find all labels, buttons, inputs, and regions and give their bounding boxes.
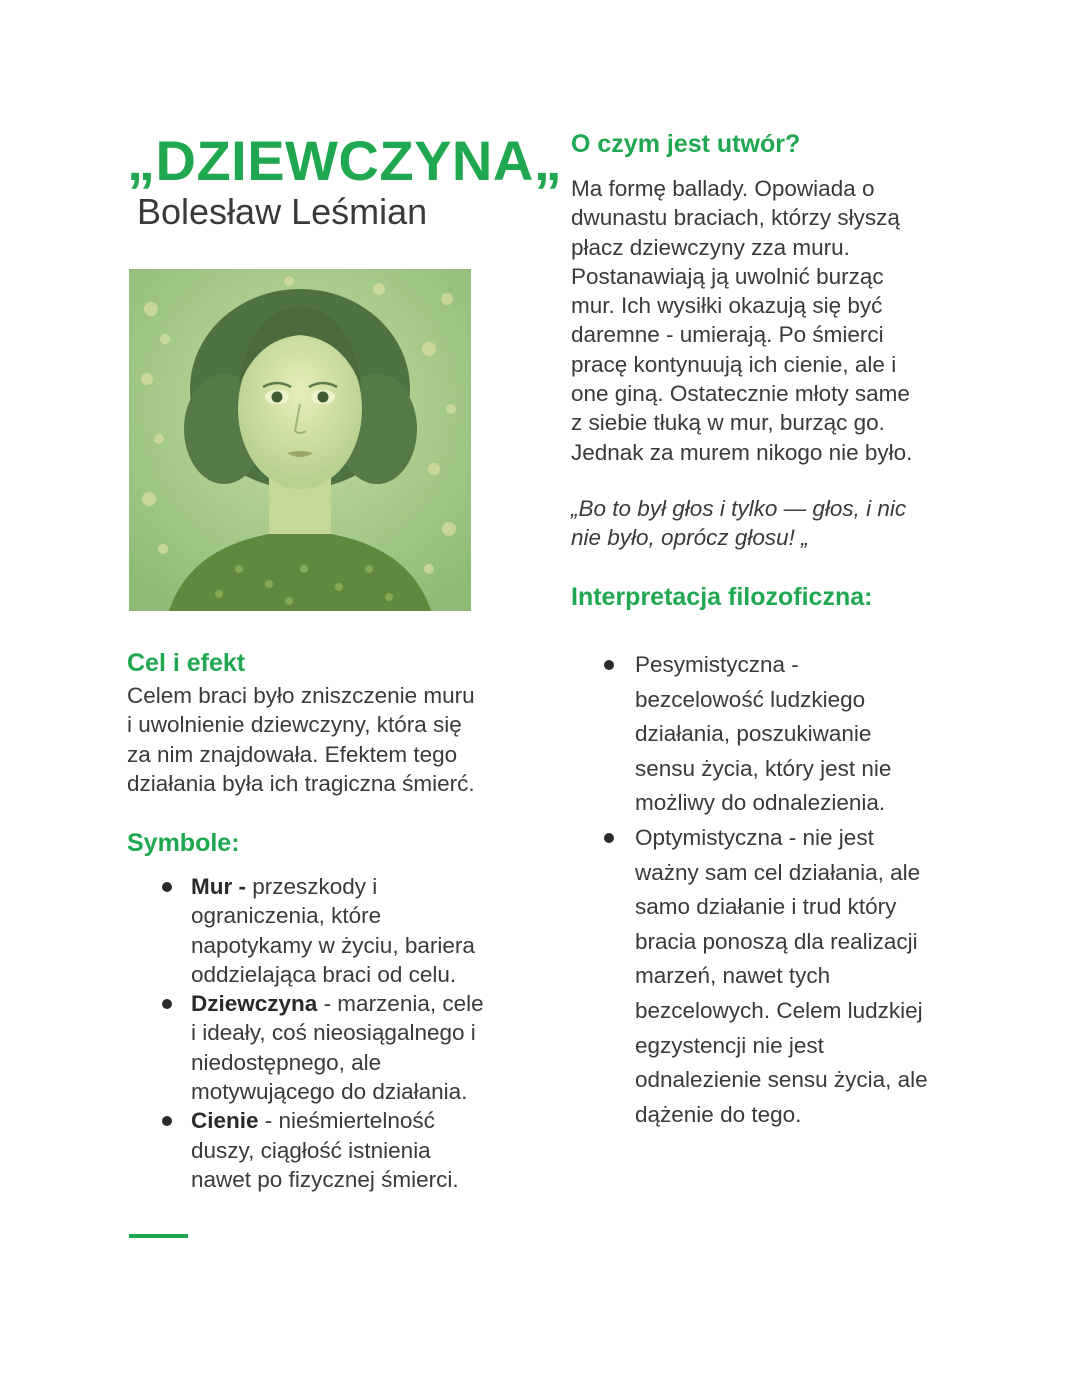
text-line: dążenie do tego. bbox=[635, 1101, 802, 1127]
goal-paragraph bbox=[127, 681, 547, 798]
quote-line: „Bo to był głos i tylko — głos, i nic bbox=[571, 496, 907, 521]
symbols-list bbox=[191, 872, 551, 1194]
list-item bbox=[635, 821, 1035, 1132]
bullet-icon bbox=[162, 1116, 172, 1126]
text-line: daremne - umierają. Po śmierci bbox=[571, 322, 884, 348]
list-item bbox=[191, 989, 551, 1106]
text-line: z siebie tłuką w mur, burząc go. bbox=[571, 410, 885, 436]
symbol-term: Cienie bbox=[191, 1108, 259, 1134]
portrait-image bbox=[129, 269, 471, 611]
bullet-icon bbox=[604, 660, 614, 670]
text-line: działania, poszukiwanie bbox=[635, 721, 872, 747]
text-line: Ma formę ballady. Opowiada o bbox=[571, 176, 875, 201]
author-name: Bolesław Leśmian bbox=[137, 191, 428, 232]
text-line: Celem braci było zniszczenie muru bbox=[127, 683, 475, 708]
bullet-icon bbox=[604, 833, 614, 843]
symbol-term: Mur - bbox=[191, 874, 246, 899]
goal-heading: Cel i efekt bbox=[127, 649, 246, 677]
text-line: bracia ponoszą dla realizacji bbox=[635, 928, 918, 954]
page-title: „DZIEWCZYNA„ bbox=[127, 129, 563, 192]
text-line: bezcelowość ludzkiego bbox=[635, 686, 866, 712]
list-item bbox=[191, 1106, 551, 1194]
text-line: ograniczenia, które bbox=[191, 903, 382, 929]
poem-quote bbox=[571, 494, 991, 553]
about-heading: O czym jest utwór? bbox=[571, 130, 801, 158]
text-line: ważny sam cel działania, ale bbox=[635, 859, 921, 885]
text-line: Jednak za murem nikogo nie było. bbox=[571, 439, 913, 465]
text-line: napotykamy w życiu, bariera bbox=[191, 932, 475, 958]
symbol-desc: - marzenia, cele bbox=[317, 991, 484, 1017]
symbol-desc: przeszkody i bbox=[246, 874, 378, 899]
text-line: motywującego do działania. bbox=[191, 1079, 468, 1105]
text-line: Pesymistyczna - bbox=[635, 652, 799, 677]
text-line: dwunastu braciach, którzy słyszą bbox=[571, 205, 900, 231]
text-line: duszy, ciągłość istnienia bbox=[191, 1137, 431, 1163]
text-line: Postanawiają ją uwolnić burząc bbox=[571, 263, 884, 289]
text-line: działania była ich tragiczna śmierć. bbox=[127, 770, 475, 796]
about-paragraph bbox=[571, 174, 991, 467]
text-line: pracę kontynuują ich cienie, ale i bbox=[571, 351, 897, 377]
text-line: bezcelowych. Celem ludzkiej bbox=[635, 997, 923, 1023]
symbols-heading: Symbole: bbox=[127, 829, 240, 857]
text-line: Optymistyczna - nie jest bbox=[635, 824, 874, 850]
text-line: marzeń, nawet tych bbox=[635, 963, 831, 989]
text-line: i uwolnienie dziewczyny, która się bbox=[127, 712, 462, 738]
text-line: egzystencji nie jest bbox=[635, 1032, 824, 1058]
text-line: niedostępnego, ale bbox=[191, 1049, 382, 1075]
text-line: i ideały, coś nieosiągalnego i bbox=[191, 1020, 476, 1046]
text-line: odnalezienie sensu życia, ale bbox=[635, 1067, 928, 1093]
quote-line: nie było, oprócz głosu! „ bbox=[571, 525, 809, 551]
text-line: mur. Ich wysiłki okazują się być bbox=[571, 293, 883, 319]
bullet-icon bbox=[162, 882, 172, 892]
text-line: samo działanie i trud który bbox=[635, 894, 897, 920]
text-line: płacz dziewczyny zza muru. bbox=[571, 234, 850, 260]
text-line: nawet po fizycznej śmierci. bbox=[191, 1166, 459, 1192]
text-line: oddzielająca braci od celu. bbox=[191, 961, 457, 987]
list-item bbox=[635, 648, 1035, 821]
symbol-desc: - nieśmiertelność bbox=[258, 1108, 435, 1134]
text-line: możliwy do odnalezienia. bbox=[635, 790, 886, 816]
bullet-icon bbox=[162, 999, 172, 1009]
text-line: za nim znajdowała. Efektem tego bbox=[127, 741, 458, 767]
interpretation-list bbox=[635, 648, 1035, 1132]
text-line: sensu życia, który jest nie bbox=[635, 755, 892, 781]
interpretation-heading: Interpretacja filozoficzna: bbox=[571, 583, 873, 611]
list-item bbox=[191, 872, 551, 989]
text-line: one giną. Ostatecznie młoty same bbox=[571, 381, 910, 407]
accent-divider bbox=[129, 1234, 188, 1238]
symbol-term: Dziewczyna bbox=[191, 991, 318, 1017]
